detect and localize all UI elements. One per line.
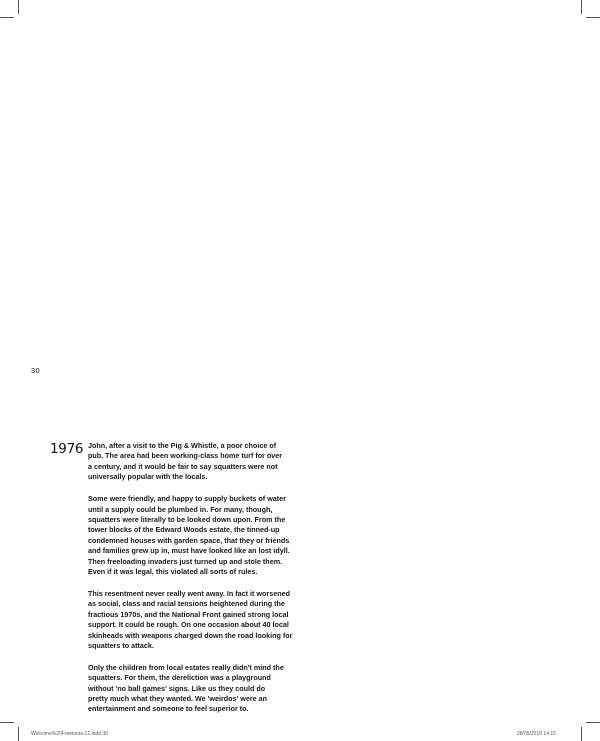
paragraph — [88, 663, 310, 715]
body-text — [88, 441, 310, 726]
text-line: without 'no ball games' signs. Like us they could do — [88, 683, 266, 693]
text-line: Even if it was legal, this violated all sorts of rules. — [88, 566, 258, 576]
footer-file-info: Welcome%20Freetonia-12.indd 30 — [31, 731, 108, 737]
text-line: Some were friendly, and happy to supply buckets of water — [88, 494, 286, 504]
text-line: condemned houses with garden space, that they or friends — [88, 535, 290, 545]
crop-mark-right-bottom — [586, 722, 600, 723]
year-heading: 1976 — [50, 441, 84, 457]
text-line: Then freeloading invaders just turned up and stole them. — [88, 556, 283, 566]
text-line: as social, class and racial tensions heightened during the — [88, 599, 285, 609]
text-line: squatters were literally to be looked down upon. From the — [88, 514, 286, 524]
footer-timestamp: 28/05/2019 14:16 — [517, 731, 556, 737]
crop-mark-bottom-left — [18, 727, 19, 741]
text-line: support. It could be rough. On one occasion about 40 local — [88, 620, 289, 630]
paragraph — [88, 441, 310, 483]
text-line: and families grew up in, must have looked like an lost idyll. — [88, 546, 290, 556]
text-line: skinheads with weapons charged down the road looking for — [88, 630, 293, 640]
crop-mark-top-left — [18, 0, 19, 14]
text-line: universally popular with the locals. — [88, 472, 208, 482]
text-line: entertainment and someone to feel superior to. — [88, 704, 249, 714]
paragraph — [88, 494, 310, 577]
text-line: Only the children from local estates really didn't mind the — [88, 662, 284, 672]
text-line: fractious 1970s, and the National Front gained strong local — [88, 609, 289, 619]
text-line: squatters. For them, the dereliction was a playground — [88, 673, 271, 683]
text-line: John, after a visit to the Pig & Whistle, a poor choice of — [88, 441, 277, 450]
crop-mark-bottom-right — [581, 727, 582, 741]
text-line: until a supply could be plumbed in. For many, though, — [88, 504, 273, 514]
text-line: pub. The area had been working-class home turf for over — [88, 451, 283, 461]
text-line: This resentment never really went away. In fact it worsened — [88, 588, 290, 598]
text-line: a century, and it would be fair to say squatters were not — [88, 461, 278, 471]
paragraph — [88, 589, 310, 651]
crop-mark-left-top — [0, 17, 14, 18]
text-line: tower blocks of the Edward Woods estate, the tinned-up — [88, 525, 280, 535]
page-number: 30 — [31, 366, 40, 375]
crop-mark-right-top — [586, 17, 600, 18]
crop-mark-left-bottom — [0, 722, 14, 723]
text-line: pretty much what they wanted. We 'weirdos' were an — [88, 694, 268, 704]
text-line: squatters to attack. — [88, 640, 154, 650]
crop-mark-top-right — [581, 0, 582, 14]
